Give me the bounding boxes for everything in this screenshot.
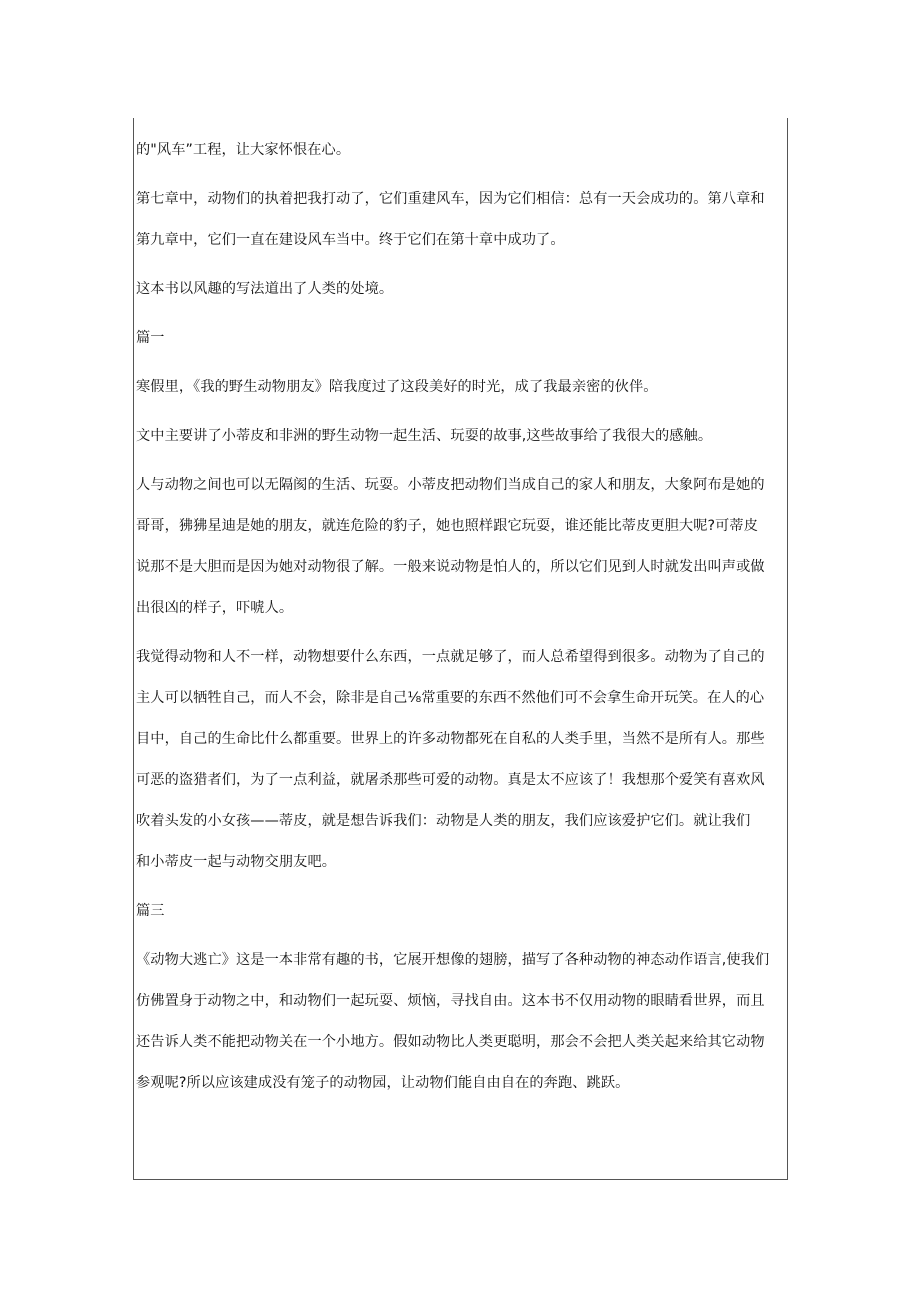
paragraph <box>136 940 784 1104</box>
text-line: 仿佛置身于动物之中，和动物们一起玩耍、烦恼，寻找自由。这本书不仅用动物的眼睛看世界，而且 <box>136 993 765 1009</box>
paragraph <box>136 465 784 629</box>
text-line: 寒假里，《我的野生动物朋友》陪我度过了这段美好的时光，成了我最亲密的伙伴。 <box>136 379 658 395</box>
text-line: 吹着头发的小女孩——蒂皮，就是想告诉我们：动物是人类的朋友，我们应该爱护它们。就让我们 <box>136 813 751 829</box>
text-line: 主人可以牺牲自己，而人不会，除非是自己⅛常重要的东西不然他们可不会拿生命开玩笑。在人的心 <box>136 690 765 706</box>
paragraph <box>136 269 784 310</box>
text-line: 目中，自己的生命比什么都重要。世界上的许多动物都死在自私的人类手里，当然不是所有人。那些 <box>136 731 765 747</box>
text-line: 这本书以风趣的写法道出了人类的处境。 <box>136 281 394 297</box>
text-line: 哥哥，狒狒星迪是她的朋友，就连危险的豹子，她也照样跟它玩耍，谁还能比蒂皮更胆大呢?可蒂皮 <box>136 518 758 534</box>
text-line: 可恶的盗猎者们，为了一点利益，就屠杀那些可爱的动物。真是太不应该了！我想那个爱笑有喜欢风 <box>136 772 765 788</box>
text-line: 《动物大逃亡》这是一本非常有趣的书，它展开想像的翅膀，描写了各种动物的神态动作语言,使我们 <box>136 952 770 968</box>
paragraph <box>136 130 784 171</box>
paragraph <box>136 416 784 457</box>
paragraph <box>136 179 784 261</box>
text-line: 我觉得动物和人不一样，动物想要什么东西，一点就足够了，而人总希望得到很多。动物为了自己的 <box>136 649 765 665</box>
text-line: 还告诉人类不能把动物关在一个小地方。假如动物比人类更聪明，那会不会把人类关起来给其它动物 <box>136 1034 765 1050</box>
section-heading <box>136 891 784 932</box>
paragraph <box>136 367 784 408</box>
heading-text: 篇一 <box>136 330 165 346</box>
section-heading <box>136 318 784 359</box>
text-line: 参观呢?所以应该建成没有笼子的动物园，让动物们能自由自在的奔跑、跳跃。 <box>136 1075 630 1091</box>
document-body <box>136 130 784 1104</box>
text-line: 第九章中，它们一直在建设风车当中。终于它们在第十章中成功了。 <box>136 232 565 248</box>
text-line: 出很凶的样子，吓唬人。 <box>136 600 294 616</box>
heading-text: 篇三 <box>136 903 165 919</box>
paragraph <box>136 637 784 883</box>
text-line: 人与动物之间也可以无隔阂的生活、玩耍。小蒂皮把动物们当成自己的家人和朋友，大象阿布是她的 <box>136 477 765 493</box>
text-line: 文中主要讲了小蒂皮和非洲的野生动物一起生活、玩耍的故事,这些故事给了我很大的感触。 <box>136 428 713 444</box>
text-line: 说那不是大胆而是因为她对动物很了解。一般来说动物是怕人的，所以它们见到人时就发出叫声或做 <box>136 559 765 575</box>
text-line: 和小蒂皮一起与动物交朋友吧。 <box>136 854 337 870</box>
text-line: 第七章中，动物们的执着把我打动了，它们重建风车，因为它们相信：总有一天会成功的。第八章和 <box>136 191 765 207</box>
text-line: 的"风车”工程，让大家怀恨在心。 <box>136 142 351 158</box>
